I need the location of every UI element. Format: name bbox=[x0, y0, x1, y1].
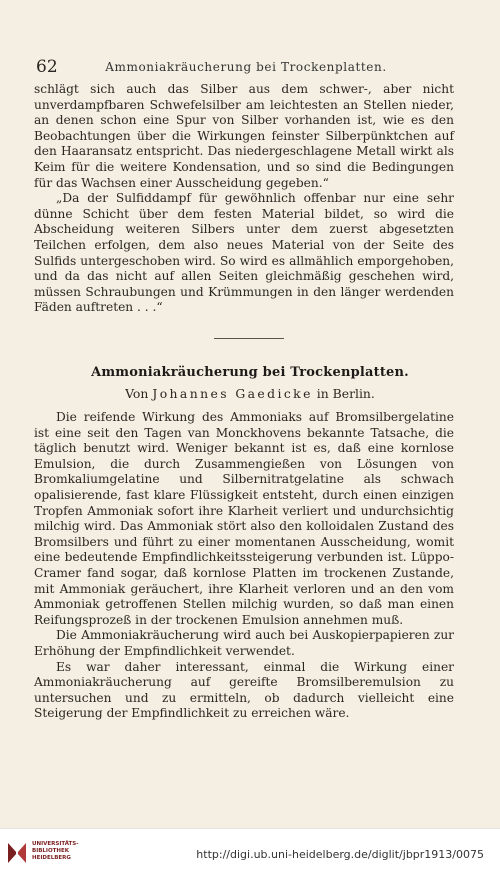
paragraph: Die reifende Wirkung des Ammoniaks auf Bromsilbergelatine ist eine seit den Tagen van Monckhovens bekannte Tatsache, die täglich benutzt wird. Weniger bekannt ist es, daß eine kornlose Emulsion, die durch Zusammengießen von Lösungen von Bromkaliumgelatine und Silbernitratgelatine als schwach opalisierende, fast klare Flüssigkeit entsteht, durch einen einzigen Tropfen Ammoniak sofort ihre Klarheit verliert und undurchsichtig milchig wird. Das Ammoniak stört also den kolloidalen Zustand des Bromsilbers und führt zu einer momentanen Ausscheidung, womit eine bedeutende Empfindlichkeitssteigerung verbunden ist. Lüppo-Cramer fand sogar, daß kornlose Platten im trockenen Zustande, mit Ammoniak geräuchert, ihre Klarheit verloren und an den vom Ammoniak getroffenen Stellen milchig wurden, so daß man einen Reifungsprozeß in der trockenen Emulsion annehmen muß. bbox=[34, 410, 454, 627]
permalink-url[interactable]: http://digi.ub.uni-heidelberg.de/diglit/jbpr1913/0075 bbox=[196, 848, 484, 861]
library-logo[interactable] bbox=[6, 838, 79, 872]
article-title: Ammoniakräucherung bei Trockenplatten. bbox=[91, 365, 409, 380]
running-head bbox=[36, 57, 456, 77]
paragraph: Es war daher interessant, einmal die Wirkung einer Ammoniakräucherung auf gereifte Bromsilberemulsion zu untersuchen und zu ermitteln, ob dadurch vielleicht eine Steigerung der Empfindlichkeit zu erreichen wäre. bbox=[34, 659, 454, 721]
footer-bar bbox=[0, 828, 500, 879]
byline-suffix: in Berlin. bbox=[316, 386, 375, 401]
page-number: 62 bbox=[36, 57, 58, 77]
paragraph: Die Ammoniakräucherung wird auch bei Auskopierpapieren zur Erhöhung der Empfindlichkeit verwendet. bbox=[34, 628, 454, 658]
author-name: Johannes Gaedicke bbox=[152, 386, 313, 401]
byline bbox=[0, 386, 500, 401]
library-logo-text: UNIVERSITÄTS- BIBLIOTHEK HEIDELBERG bbox=[32, 841, 79, 861]
previous-article-text bbox=[34, 82, 454, 316]
article-body bbox=[34, 410, 454, 722]
section-divider bbox=[214, 338, 284, 339]
library-logo-icon bbox=[6, 840, 28, 866]
byline-prefix: Von bbox=[125, 386, 149, 401]
running-title: Ammoniakräucherung bei Trockenplatten. bbox=[105, 60, 387, 74]
paragraph: schlägt sich auch das Silber aus dem schwer-, aber nicht unverdampfbaren Schwefelsilber am leichtesten an Stellen nieder, an denen schon eine Spur von Silber vorhanden ist, wie es den Beobachtungen über die Wirkungen feinster Silberpünktchen auf den Haaransatz entspricht. Das niedergeschlagene Metall wirkt als Keim für die weitere Kondensation, und so sind die Bedingungen für das Wachsen einer Ausscheidung gegeben.“ bbox=[34, 82, 454, 190]
paragraph: „Da der Sulfiddampf für gewöhnlich offenbar nur eine sehr dünne Schicht über dem festen Material bildet, so wird die Abscheidung weiteren Silbers unter dem zuerst abgesetzten Teilchen erfolgen, dem also neues Material von der Seite des Sulfids untergeschoben wird. So wird es allmählich emporgehoben, und da das nicht auf allen Seiten gleichmäßig geschehen wird, müssen Schraubungen und Krümmungen in den länger werdenden Fäden auftreten . . .“ bbox=[34, 191, 454, 315]
